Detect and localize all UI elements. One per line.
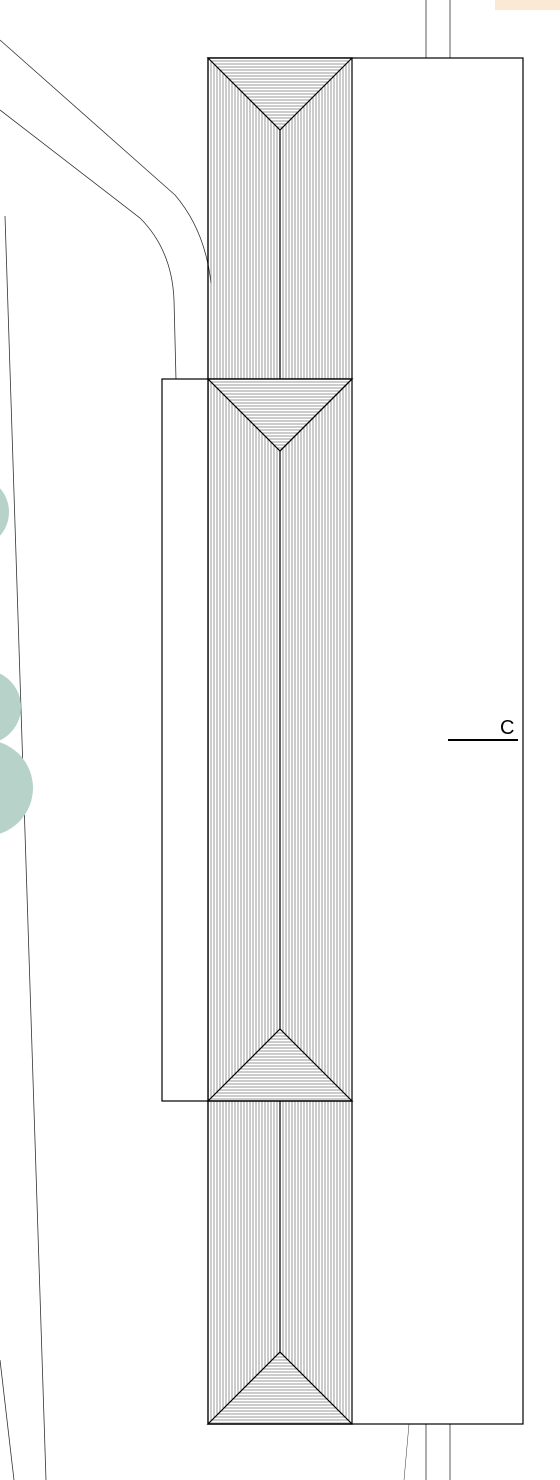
site-boundary-lines xyxy=(0,216,46,1480)
section-marker-label: C xyxy=(500,717,515,739)
vertical-boundary-lines xyxy=(404,0,450,1480)
roof-section-middle xyxy=(208,379,352,1101)
roof-section-top xyxy=(208,58,352,379)
tree-canopy xyxy=(0,740,33,836)
annex-outline xyxy=(162,379,208,1101)
roof-section-bottom xyxy=(208,1101,352,1424)
tree-canopies xyxy=(0,476,33,836)
accent-patch xyxy=(495,0,560,10)
section-marker xyxy=(448,717,518,740)
tree-canopy xyxy=(0,670,21,744)
tree-canopy xyxy=(0,476,9,548)
access-path-lines xyxy=(0,40,211,380)
